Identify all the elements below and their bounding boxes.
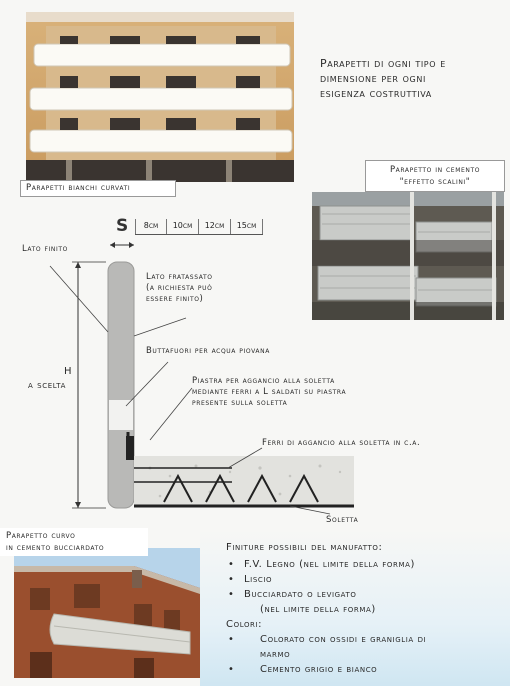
label-anchor-bars: Ferri di aggancio alla soletta in c.a. [262,438,421,448]
thickness-label-s: S [116,216,129,236]
color-item: • Colorato con ossidi e graniglia di [226,632,506,647]
label-slab: Soletta [326,515,359,525]
headline-line3: esigenza costruttiva [320,87,432,100]
finish-item: • Liscio [226,572,506,587]
label-anchor-plate [192,376,346,409]
thickness-option: 10cm [167,219,199,234]
color-item-cont: marmo [260,649,291,660]
caption-curved-bushhammered-line1: Parapetto curvo [6,531,76,541]
label-anchor-plate-line2: mediante ferri a L saldati su piastra [192,387,347,397]
label-finished-side: Lato finito [22,244,68,254]
label-anchor-plate-line3: presente sulla soletta [192,398,288,408]
finish-item: • Bucciardato o levigato [226,587,506,602]
caption-step-effect-line2: "effetto scalini" [399,177,471,187]
label-h: H [64,366,73,377]
label-anchor-plate-line1: Piastra per aggancio alla soletta [192,376,335,386]
label-troweled-side-note2: essere finito) [146,294,204,304]
caption-step-effect-line1: Parapetto in cemento [389,165,481,175]
color-item: • Cemento grigio e bianco [226,662,506,677]
label-troweled-side-note1: (a richiesta può [146,283,213,293]
caption-step-effect [365,160,505,192]
thickness-option: 15cm [231,219,263,234]
caption-curved-bushhammered-line2: in cemento bucciardato [6,543,105,553]
finishes-title: Finiture possibili del manufatto: [226,542,383,553]
colors-title: Colori: [226,619,263,630]
finish-item: • F.V. Legno (nel limite della forma) [226,557,506,572]
finish-item-note: (nel limite della forma) [260,604,376,615]
label-drip-edge: Buttafuori per acqua piovana [146,346,270,356]
label-troweled-side-title: Lato fratassato [146,272,213,282]
label-h-at-choice: a scelta [28,380,66,391]
photo-curved-bushhammered-balcony [14,548,200,678]
headline-line1: Parapetti di ogni tipo e [320,57,446,70]
caption-white-curved-balconies: Parapetti bianchi curvati [20,180,176,197]
parapet-section-drawing [0,210,510,530]
thickness-option: 12cm [199,219,231,234]
headline-line2: dimensione per ogni [320,72,426,85]
photo-white-curved-balconies [26,12,294,182]
label-troweled-side [146,272,213,305]
thickness-option: 8cm [135,219,167,234]
finishes-list [226,540,506,677]
headline [320,56,500,101]
caption-curved-bushhammered [0,528,148,556]
